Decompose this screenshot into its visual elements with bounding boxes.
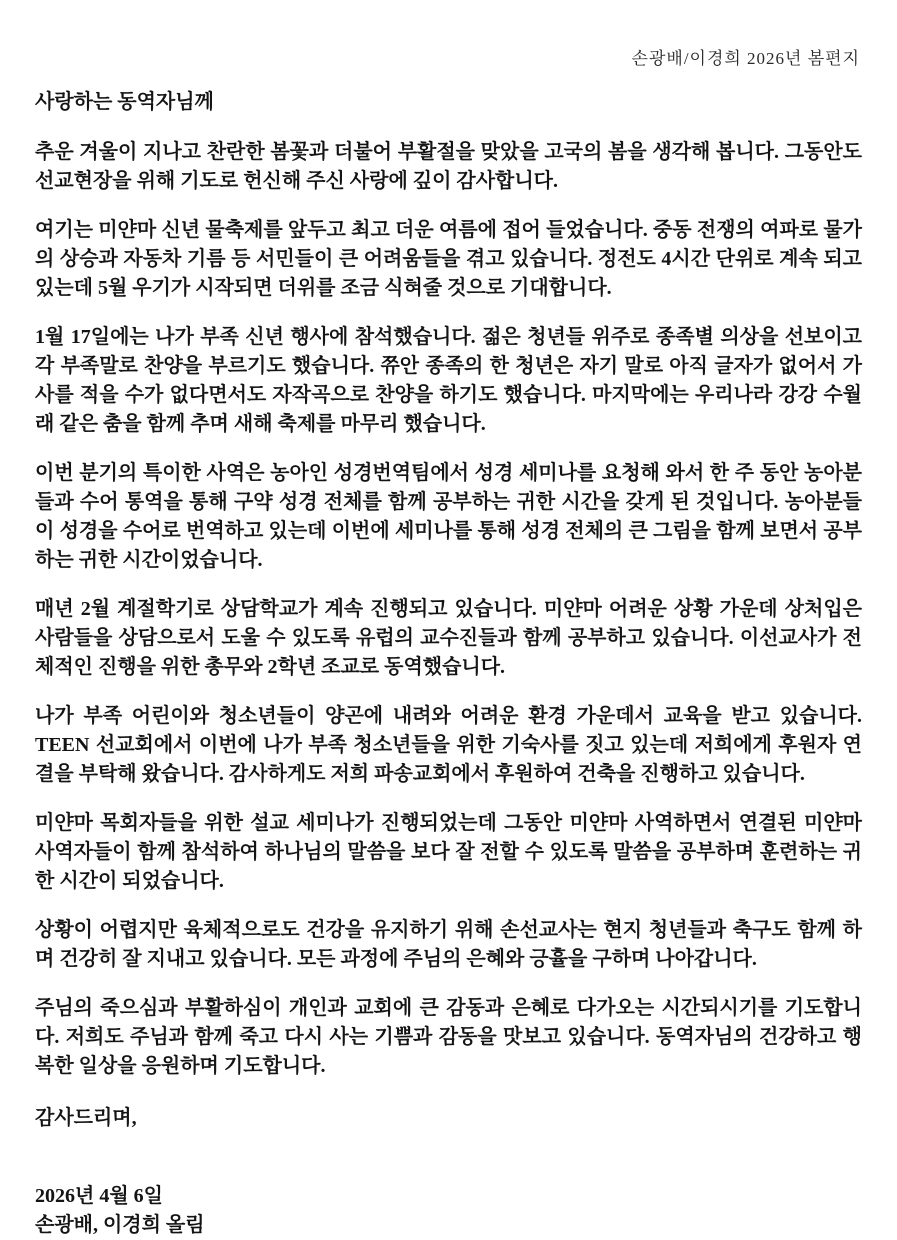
letter-paragraph-7: 미얀마 목회자들을 위한 설교 세미나가 진행되었는데 그동안 미얀마 사역하면서 연결된 미얀마 사역자들이 함께 참석하여 하나님의 말씀을 보다 잘 전할 수 있도록 말씀을 공부하며 훈련하는 귀한 시간이 되었습니다. (35, 812, 862, 892)
letter-paragraph-6: 나가 부족 어린이와 청소년들이 양곤에 내려와 어려운 환경 가운데서 교육을 받고 있습니다. TEEN 선교회에서 이번에 나가 부족 청소년들을 위한 기숙사를 짓고 있는데 저희에게 후원자 연결을 부탁해 왔습니다. 감사하게도 저희 파송교회에서 후원하여 건축을 진행하고 있습니다. (35, 705, 862, 785)
letter-paragraph-1: 추운 겨울이 지나고 찬란한 봄꽃과 더불어 부활절을 맞았을 고국의 봄을 생각해 봅니다. 그동안도 선교현장을 위해 기도로 헌신해 주신 사랑에 깊이 감사합니다. (35, 141, 862, 192)
letter-paragraph-4: 이번 분기의 특이한 사역은 농아인 성경번역팀에서 성경 세미나를 요청해 와서 한 주 동안 농아분들과 수어 통역을 통해 구약 성경 전체를 함께 공부하는 귀한 시간을 갖게 된 것입니다. 농아분들이 성경을 수어로 번역하고 있는데 이번에 세미나를 통해 성경 전체의 큰 그림을 함께 보면서 공부하는 귀한 시간이었습니다. (35, 462, 862, 571)
letter-paragraph-8: 상황이 어렵지만 육체적으로도 건강을 유지하기 위해 손선교사는 현지 청년들과 축구도 함께 하며 건강히 잘 지내고 있습니다. 모든 과정에 주님의 은혜와 긍휼을 구하며 나아갑니다. (35, 919, 862, 970)
letter-closing: 감사드리며, (35, 1107, 137, 1129)
letter-signature: 손광배, 이경희 올림 (35, 1214, 205, 1236)
letter-header: 손광배/이경희 2026년 봄편지 (631, 49, 860, 68)
letter-paragraph-5: 매년 2월 계절학기로 상담학교가 계속 진행되고 있습니다. 미얀마 어려운 상황 가운데 상처입은 사람들을 상담으로서 도울 수 있도록 유럽의 교수진들과 함께 공부하고 있습니다. 이선교사가 전체적인 진행을 위한 총무와 2학년 조교로 동역했습니다. (35, 598, 862, 678)
letter-date: 2026년 4월 6일 (35, 1185, 163, 1207)
letter-signoff-block (35, 1182, 862, 1240)
letter-paragraph-9: 주님의 죽으심과 부활하심이 개인과 교회에 큰 감동과 은혜로 다가오는 시간되시기를 기도합니다. 저희도 주님과 함께 죽고 다시 사는 기쁨과 감동을 맛보고 있습니다. 동역자님의 건강하고 행복한 일상을 응원하며 기도합니다. (35, 997, 862, 1077)
letter-greeting: 사랑하는 동역자님께 (35, 91, 214, 113)
letter-paragraph-3: 1월 17일에는 나가 부족 신년 행사에 참석했습니다. 젊은 청년들 위주로 종족별 의상을 선보이고 각 부족말로 찬양을 부르기도 했습니다. 쮸안 종족의 한 청년은 자기 말로 아직 글자가 없어서 가사를 적을 수가 없다면서도 자작곡으로 찬양을 하기도 했습니다. 마지막에는 우리나라 강강 수월래 같은 춤을 함께 추며 새해 축제를 마무리 했습니다. (35, 326, 862, 435)
letter-paragraph-2: 여기는 미얀마 신년 물축제를 앞두고 최고 더운 여름에 접어 들었습니다. 중동 전쟁의 여파로 물가의 상승과 자동차 기름 등 서민들이 큰 어려움들을 겪고 있습니다. 정전도 4시간 단위로 계속 되고 있는데 5월 우기가 시작되면 더위를 조금 식혀줄 것으로 기대합니다. (35, 219, 862, 299)
